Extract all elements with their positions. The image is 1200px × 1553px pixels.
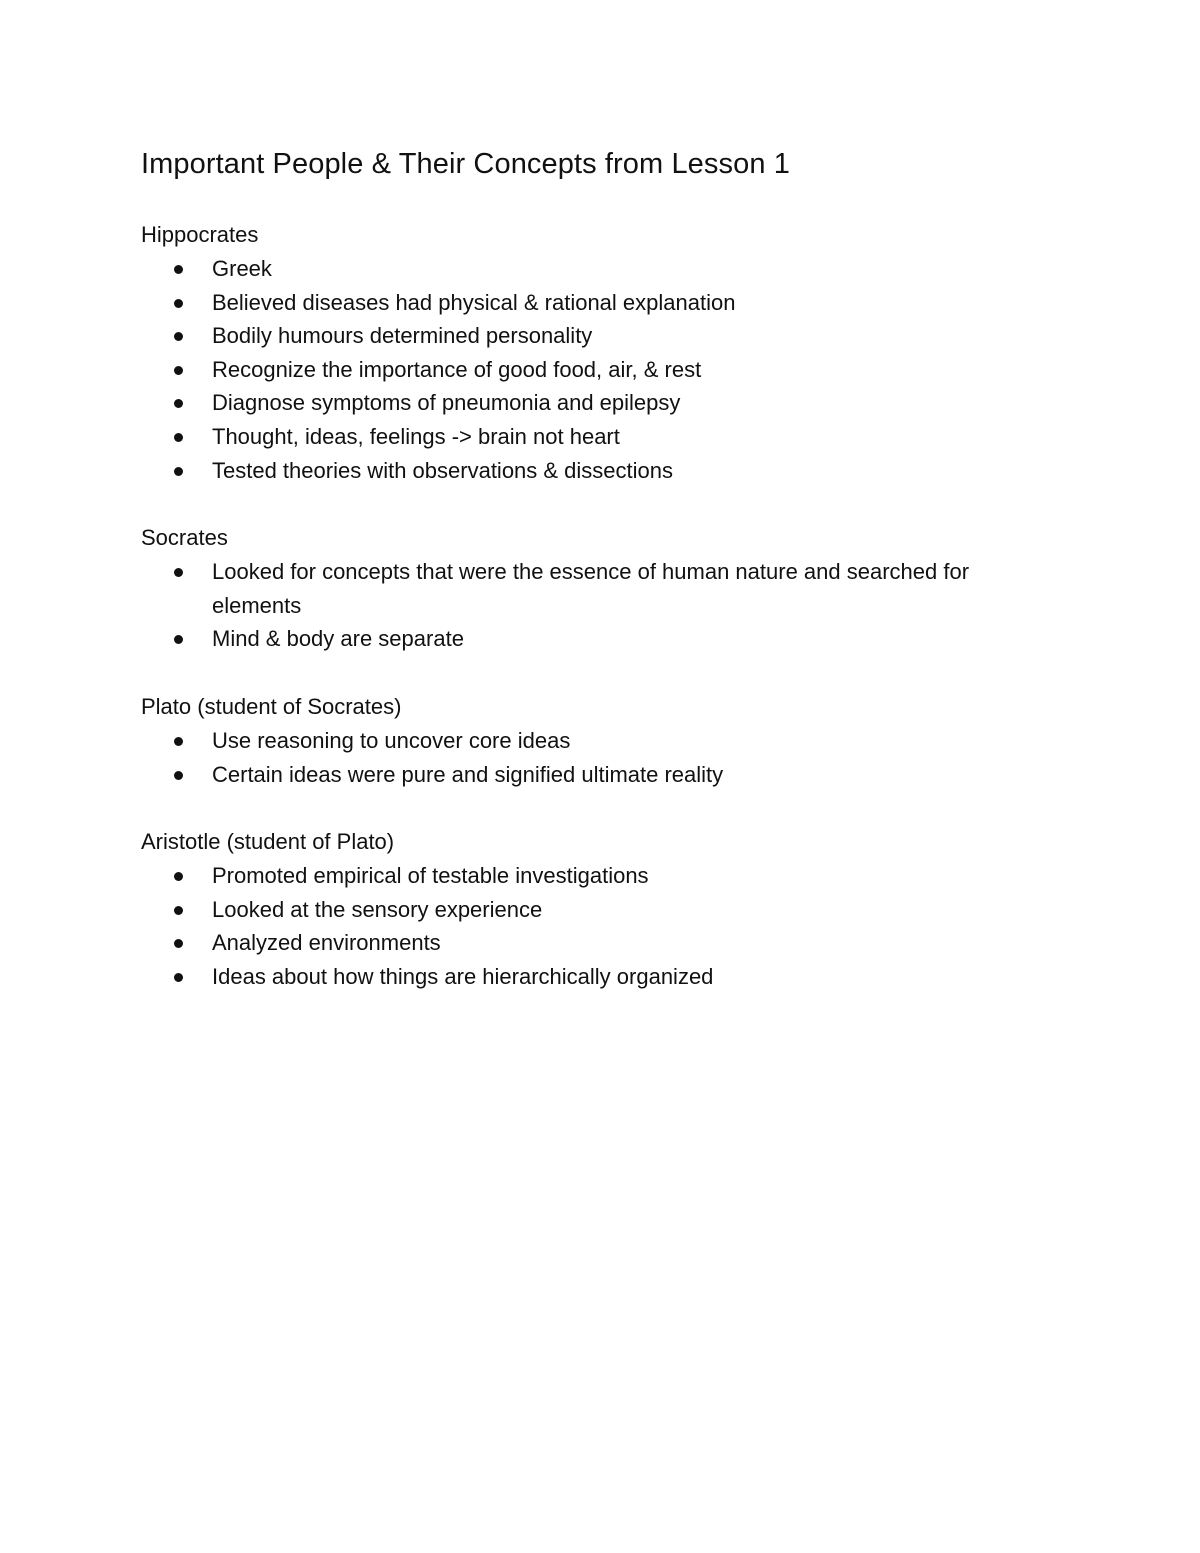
bullet-item [141, 252, 1061, 286]
bullet-item [141, 386, 1061, 420]
bullet-dot-icon [174, 366, 183, 375]
bullet-item [141, 859, 1061, 893]
bullet-text: Analyzed environments [212, 930, 441, 956]
bullet-text: Diagnose symptoms of pneumonia and epilepsy [212, 390, 681, 416]
bullet-text: Ideas about how things are hierarchically organized [212, 963, 714, 989]
bullet-item [141, 555, 1061, 622]
document-content [141, 142, 1061, 994]
bullet-dot-icon [174, 906, 183, 915]
section-plato [141, 690, 1061, 791]
bullet-text: Bodily humours determined personality [212, 323, 593, 349]
section-heading: Aristotle (student of Plato) [141, 829, 395, 855]
bullet-dot-icon [174, 399, 183, 408]
section-socrates [141, 521, 1061, 656]
bullet-item [141, 454, 1061, 488]
bullet-item [141, 724, 1061, 758]
bullet-item [141, 286, 1061, 320]
section-heading: Plato (student of Socrates) [141, 693, 402, 719]
bullet-item [141, 319, 1061, 353]
bullet-dot-icon [174, 872, 183, 881]
section-heading: Hippocrates [141, 222, 259, 247]
bullet-item [141, 622, 1061, 656]
bullet-text: Looked at the sensory experience [212, 896, 543, 922]
bullet-text: Mind & body are separate [212, 626, 464, 652]
bullet-list [141, 555, 1061, 656]
bullet-item [141, 758, 1061, 792]
bullet-dot-icon [174, 973, 183, 982]
section-aristotle [141, 825, 1061, 993]
bullet-dot-icon [174, 771, 183, 780]
bullet-dot-icon [174, 299, 183, 308]
bullet-dot-icon [174, 939, 183, 948]
bullet-dot-icon [174, 433, 183, 442]
bullet-text: Believed diseases had physical & rational explanation [212, 289, 736, 315]
section-heading: Socrates [141, 525, 228, 551]
bullet-list [141, 724, 1061, 791]
bullet-dot-icon [174, 265, 183, 274]
bullet-text: Certain ideas were pure and signified ultimate reality [212, 761, 724, 787]
bullet-text: Promoted empirical of testable investigations [212, 863, 649, 889]
bullet-text: Use reasoning to uncover core ideas [212, 727, 571, 753]
section-hippocrates [141, 218, 1061, 487]
bullet-dot-icon [174, 467, 183, 476]
bullet-item [141, 420, 1061, 454]
document-title: Important People & Their Concepts from Lesson 1 [141, 148, 790, 180]
bullet-item [141, 893, 1061, 927]
bullet-list [141, 252, 1061, 487]
bullet-dot-icon [174, 737, 183, 746]
bullet-text: Thought, ideas, feelings -> brain not heart [212, 423, 620, 449]
bullet-dot-icon [174, 568, 183, 577]
bullet-item [141, 926, 1061, 960]
bullet-dot-icon [174, 332, 183, 341]
bullet-item [141, 960, 1061, 994]
bullet-text: Tested theories with observations & dissections [212, 457, 674, 483]
bullet-text: Greek [212, 256, 272, 281]
bullet-dot-icon [174, 635, 183, 644]
bullet-text: Looked for concepts that were the essence of human nature and searched for elements [212, 559, 970, 618]
bullet-text: Recognize the importance of good food, air, & rest [212, 356, 702, 382]
bullet-item [141, 353, 1061, 387]
bullet-list [141, 859, 1061, 993]
sections-list [141, 218, 1061, 994]
